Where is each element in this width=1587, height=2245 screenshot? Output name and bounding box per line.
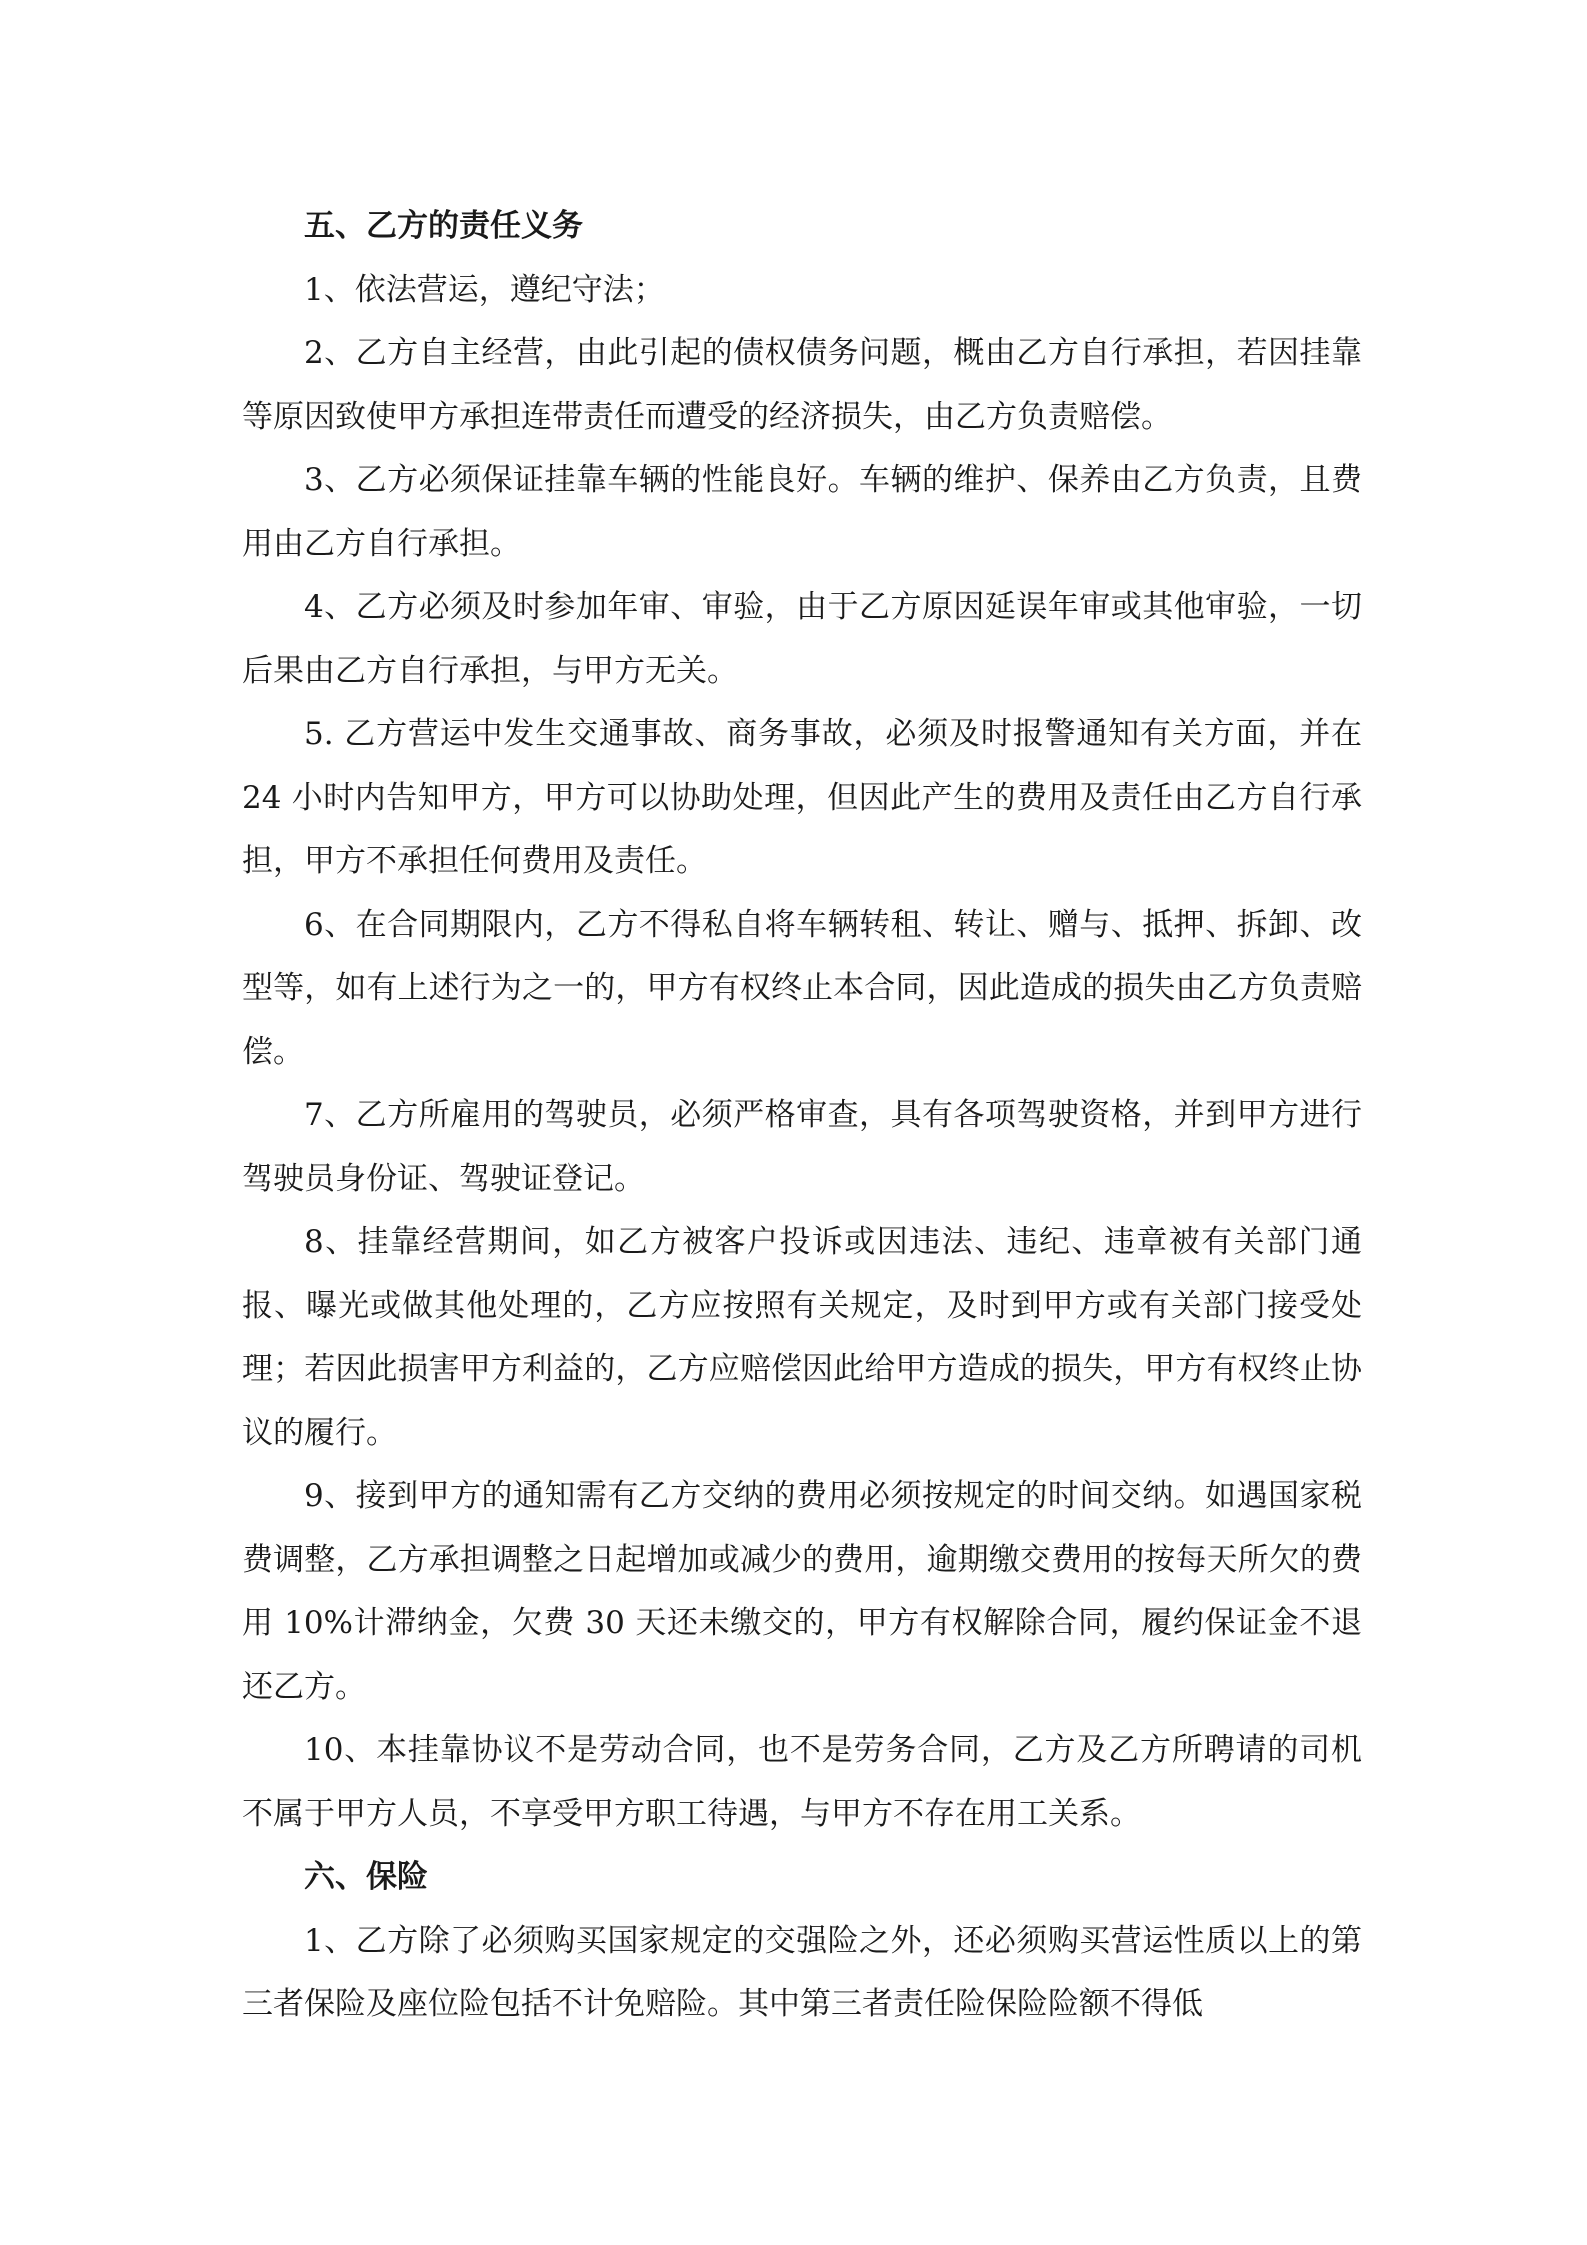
clause-5-7: 7、乙方所雇用的驾驶员，必须严格审查，具有各项驾驶资格，并到甲方进行驾驶员身份证、驾驶证登记。: [242, 1097, 1362, 1197]
clause-5-9: 9、接到甲方的通知需有乙方交纳的费用必须按规定的时间交纳。如遇国家税费调整，乙方承担调整之日起增加或减少的费用，逾期缴交费用的按每天所欠的费用 10%计滞纳金，欠费 30 天还未缴交的，甲方有权解除合同，履约保证金不退还乙方。: [242, 1478, 1362, 1705]
clause-6-1: 1、乙方除了必须购买国家规定的交强险之外，还必须购买营运性质以上的第三者保险及座位险包括不计免赔险。其中第三者责任险保险险额不得低: [242, 1922, 1362, 2022]
section-heading-insurance: 六、保险: [304, 1859, 428, 1895]
clause-5-4: 4、乙方必须及时参加年审、审验，由于乙方原因延误年审或其他审验，一切后果由乙方自行承担，与甲方无关。: [242, 589, 1362, 689]
document-body: [242, 195, 1362, 2037]
clause-5-1: 1、依法营运，遵纪守法；: [304, 271, 665, 308]
section-heading-responsibilities: 五、乙方的责任义务: [304, 208, 583, 244]
clause-5-5: 5. 乙方营运中发生交通事故、商务事故，必须及时报警通知有关方面，并在 24 小时内告知甲方，甲方可以协助处理，但因此产生的费用及责任由乙方自行承担，甲方不承担任何费用及责任。: [242, 716, 1362, 879]
clause-5-3: 3、乙方必须保证挂靠车辆的性能良好。车辆的维护、保养由乙方负责，且费用由乙方自行承担。: [242, 462, 1362, 562]
clause-5-10: 10、本挂靠协议不是劳动合同，也不是劳务合同，乙方及乙方所聘请的司机不属于甲方人员，不享受甲方职工待遇，与甲方不存在用工关系。: [242, 1732, 1362, 1832]
clause-5-2: 2、乙方自主经营，由此引起的债权债务问题，概由乙方自行承担，若因挂靠等原因致使甲方承担连带责任而遭受的经济损失，由乙方负责赔偿。: [242, 335, 1362, 435]
clause-5-8: 8、挂靠经营期间，如乙方被客户投诉或因违法、违纪、违章被有关部门通报、曝光或做其他处理的，乙方应按照有关规定，及时到甲方或有关部门接受处理；若因此损害甲方利益的，乙方应赔偿因此给甲方造成的损失，甲方有权终止协议的履行。: [242, 1224, 1362, 1451]
clause-5-6: 6、在合同期限内，乙方不得私自将车辆转租、转让、赠与、抵押、拆卸、改型等，如有上述行为之一的，甲方有权终止本合同，因此造成的损失由乙方负责赔偿。: [242, 906, 1362, 1070]
